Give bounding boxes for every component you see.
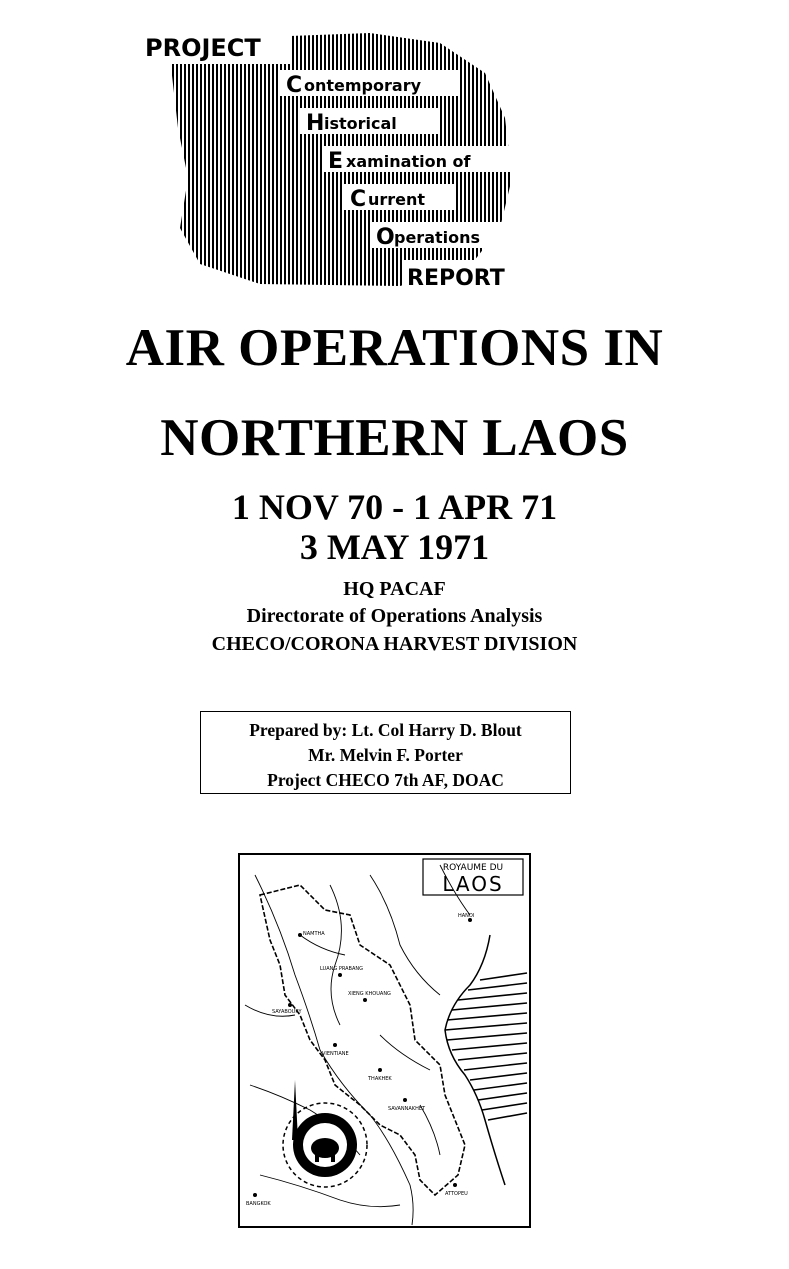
checo-logo — [140, 28, 540, 298]
org-line-3: CHECO/CORONA HARVEST DIVISION — [211, 633, 578, 655]
map-label-attopeu: ATTOPEU — [445, 1191, 468, 1197]
logo-rest-4: urrent — [368, 190, 426, 209]
map-label-hanoi: HANOI — [458, 913, 475, 919]
logo-initial-4: C — [350, 187, 367, 212]
logo-rest-3: xamination of — [346, 152, 471, 171]
logo-initial-1: C — [286, 73, 303, 98]
logo-rest-2: istorical — [324, 114, 397, 133]
map-caption-main: LAOS — [442, 872, 504, 896]
logo-line-4 — [344, 184, 454, 212]
prepared-by-line-3: Project CHECO 7th AF, DOAC — [267, 770, 504, 790]
map-label-thakhek: THAKHEK — [368, 1076, 392, 1082]
logo-rest-1: ontemporary — [304, 76, 422, 95]
logo-initial-2: H — [306, 111, 325, 136]
checo-logo-graphic — [140, 28, 540, 298]
logo-bottom-word: REPORT — [407, 266, 505, 291]
logo-line-3 — [322, 146, 522, 174]
logo-top-word: PROJECT — [145, 34, 261, 62]
title-line-1: AIR OPERATIONS IN — [125, 319, 664, 377]
map-caption — [423, 859, 523, 896]
map-label-bangkok: BANGKOK — [246, 1201, 271, 1207]
report-period: 1 NOV 70 - 1 APR 71 — [231, 487, 558, 527]
title-line-2: NORTHERN LAOS — [160, 409, 629, 467]
laos-map-graphic — [240, 855, 529, 1226]
map-label-sayaboury: SAYABOURY — [272, 1009, 302, 1015]
map-label-luang-prabang: LUANG PRABANG — [320, 966, 363, 972]
laos-map — [238, 853, 531, 1228]
map-caption-top: ROYAUME DU — [442, 863, 504, 873]
map-label-xieng-khouang: XIENG KHOUANG — [348, 991, 391, 997]
prepared-by-line-2: Mr. Melvin F. Porter — [308, 745, 463, 765]
logo-initial-3: E — [328, 149, 344, 174]
report-date: 3 MAY 1971 — [299, 527, 490, 567]
logo-initial-5: O — [376, 225, 395, 250]
map-label-savannakhet: SAVANNAKHET — [388, 1106, 426, 1112]
map-label-vientiane: VIENTIANE — [322, 1051, 349, 1057]
logo-line-5 — [370, 222, 515, 250]
org-line-2: Directorate of Operations Analysis — [246, 605, 543, 627]
prepared-by-box — [200, 711, 571, 794]
logo-line-2 — [300, 108, 440, 136]
prepared-by-line-1: Prepared by: Lt. Col Harry D. Blout — [249, 720, 522, 740]
logo-line-1 — [280, 70, 460, 98]
map-label-namtha: NAMTHA — [303, 931, 325, 937]
org-line-1: HQ PACAF — [343, 578, 446, 600]
logo-rest-5: perations — [394, 228, 481, 247]
